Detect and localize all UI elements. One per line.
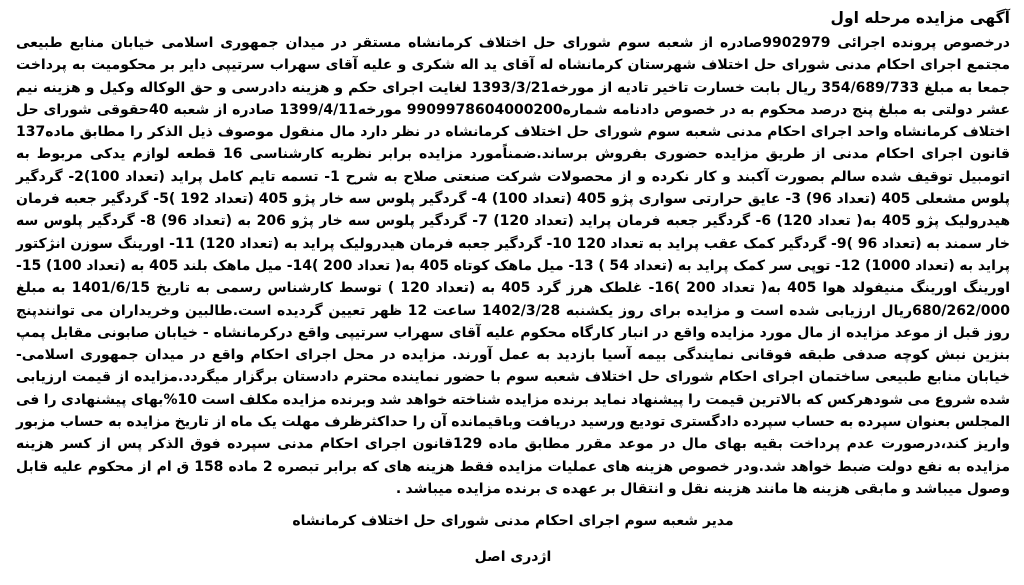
signature-title: مدیر شعبه سوم اجرای احکام مدنی شورای حل اختلاف کرمانشاه (292, 513, 734, 530)
signature-name: اژدری اصل (474, 549, 552, 566)
notice-body: درخصوص پرونده اجرائی 9902979صادره از شعبه سوم شورای حل اختلاف کرمانشاه مستقر در میدان جمهوری اسلامی خیابان منابع طبیعی مجتمع اجرای احکام مدنی شورای حل اختلاف شهرستان کرمانشاه له آقای ید اله شکری و علیه آقای سهراب سرتیپی دایر بر محکومیت به پرداخت جمعا به مبلغ 354/689/733 ریال بابت خسارت تاخیر تادیه از مورخه1393/3/21 لغایت اجرای حکم و هزینه دادرسی و حق الوکاله وکیل و هزینه نیم عشر دولتی به مبلغ پنج درصد محکوم به در خصوص دادنامه شماره9909978604000200 مورخه1399/4/11 صادره از شعبه 40حقوقی شورای حل اختلاف کرمانشاه واحد اجرای احکام مدنی شعبه سوم شورای حل اختلاف کرمانشاه در نظر دارد مال منقول موصوف ذیل الذکر را مطابق ماده137 قانون اجرای احکام مدنی از طریق مزایده حضوری بفروش برساند.ضمناًمورد مزایده برابر نظریه کارشناسی 16 قطعه لوازم یدکی مربوط به اتومبیل توقیف شده سالم بصورت آکبند و کار نکرده و از محصولات شرکت صنعتی صلاح به شرح 1- تسمه تایم کامل پراید (تعداد 100)2- گردگیر پلوس مشعلی 405 (تعداد 96) 3- عایق حرارتی سواری پژو 405 (تعداد 100) 4- گردگیر پلوس سه خار پژو 405 (تعداد 192 )5- گردگیر جعبه فرمان هیدرولیک پژو 405 به( تعداد 120) 6- گردگیر جعبه فرمان پراید (تعداد 120) 7- گردگیر پلوس سه خار پژو 206 به (تعداد 96) 8- گردگیر پلوس سه خار سمند به (تعداد 96 )9- گردگیر کمک عقب پراید به تعداد 120 10- گردگیر جعبه فرمان هیدرولیک پراید به (تعداد 120) 11- اورینگ سوزن انژکتور پراید به (تعداد 1000) 12- توپی سر کمک پراید به (تعداد 54 ) 13- میل ماهک کوتاه 405 به( تعداد 200 )14- میل ماهک بلند 405 به (تعداد 100) 15- اورینگ اورینگ منیفولد هوا 405 به( تعداد 200 )16- غلطک هرز گرد 405 به (تعداد 120 ) توسط کارشناس رسمی به تاریخ 1401/6/15 به مبلغ 680/262/000ریال ارزیابی شده است و مزایده برای روز یکشنبه 1402/3/28 ساعت 12 ظهر تعیین گردیده است.طالبین وخریداران می توانندپنج روز قبل از موعد مزایده از مال مورد مزایده واقع در انبار کارگاه محکوم علیه آقای سهراب سرتیپی واقع درکرمانشاه - خیابان صابونی مقابل پمپ بنزین نبش کوچه صدفی طبقه فوقانی نمایندگی بیمه آسیا بازدید به عمل آورند. مزایده در محل اجرای احکام واقع در میدان جمهوری اسلامی- خیابان منابع طبیعی ساختمان اجرای احکام شورای حل اختلاف شعبه سوم با حضور نماینده محترم دادستان برگزار میگردد.مزایده از قیمت ارزیابی شده شروع می شودهرکس که بالاترین قیمت را پیشنهاد نماید برنده مزایده شناخته خواهد شد وبرنده مزایده مکلف است 10%بهای پیشنهادی را فی المجلس بعنوان سپرده به حساب سپرده دادگستری تودیع ورسید دریافت وباقیمانده آن را حداکثرظرف مهلت یک ماه از تاریخ مزایده به حساب مزبور واریز کند،درصورت عدم پرداخت بقیه بهای مال در موعد مقرر مطابق ماده 129قانون اجرای احکام مدنی سپرده فوق الذکر پس از کسر هزینه مزایده به نفع دولت ضبط خواهد شد.ودر خصوص هزینه های عملیات مزایده فقط هزینه های که برابر تبصره 2 ماده 158 ق ام از محکوم علیه قابل وصول میباشد و مابقی هزینه ها مانند هزینه نقل و انتقال بر عهده ی برنده مزایده میباشد . (16, 35, 1011, 497)
notice-title: آگهی مزایده مرحله اول (830, 9, 1010, 27)
